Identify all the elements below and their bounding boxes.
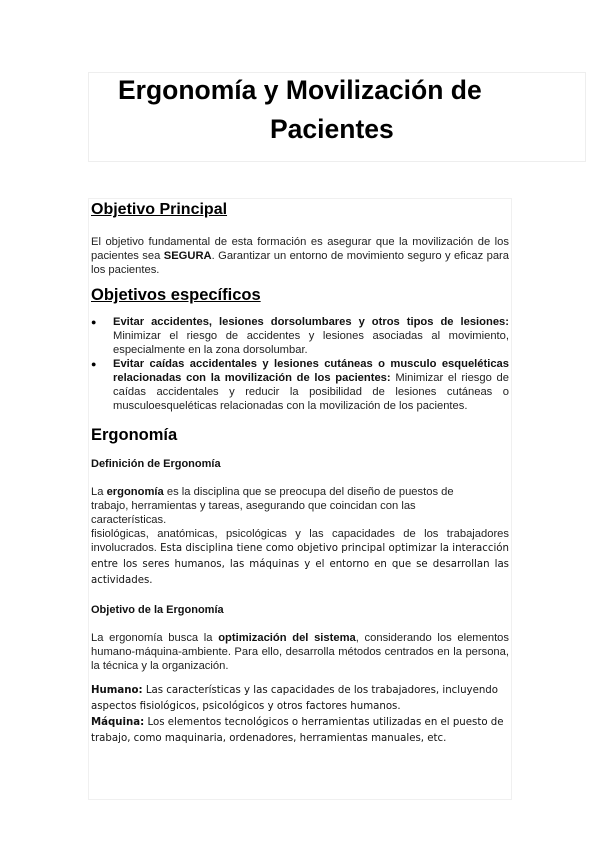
definicion-paragraph-2: [91, 527, 509, 589]
document-title-line1: Ergonomía y Movilización de: [118, 75, 482, 105]
bold-text: ergonomía: [106, 486, 164, 498]
ergonomia-heading: Ergonomía: [91, 426, 178, 444]
list-item: [91, 357, 509, 413]
item-title: Evitar accidentes, lesiones dorsolumbares y otros tipos de lesiones:: [113, 316, 509, 328]
text: , considerando los elementos humano-máquina-ambiente. Para ello, desarrolla métodos centrados en la persona, la técnica y la organización.: [91, 632, 509, 672]
text: La: [91, 486, 107, 498]
text: es la disciplina que se preocupa del diseño de puestos de trabajo, herramientas y tareas, asegurando que coincidan con las características.: [91, 486, 454, 526]
bold-text: SEGURA: [163, 250, 212, 262]
objetivos-list: [91, 315, 509, 413]
definicion-heading: Definición de Ergonomía: [91, 458, 221, 470]
maquina-paragraph: [91, 715, 509, 747]
item-title: Evitar caídas accidentales y lesiones cutáneas o musculo esqueléticas relacionadas con la movilización de los pacientes:: [113, 358, 509, 384]
text: La ergonomía busca la: [91, 632, 219, 644]
objetivos-especificos-heading: Objetivos específicos: [91, 286, 261, 304]
item-text: Minimizar el riesgo de accidentes y lesiones asociadas al movimiento, especialmente en la zona dorsolumbar.: [113, 330, 509, 356]
bold-text: optimización del sistema: [218, 632, 356, 644]
text: Las características y las capacidades de los trabajadores, incluyendo aspectos fisiológicos, psicológicos y otros factores humanos.: [91, 685, 498, 712]
text: Los elementos tecnológicos o herramientas utilizadas en el puesto de trabajo, como maquinaria, ordenadores, herramientas manuales, etc.: [91, 717, 504, 744]
text: fisiológicas, anatómicas, psicológicas y las capacidades de los trabajadores involucrados.: [91, 528, 509, 554]
bold-text: Máquina:: [91, 717, 145, 728]
objetivo-principal-heading: Objetivo Principal: [91, 201, 228, 218]
text: El objetivo fundamental de esta formación es asegurar que la movilización de los pacientes sea: [91, 236, 509, 262]
humano-paragraph: [91, 683, 509, 715]
bold-text: Humano:: [91, 685, 143, 696]
list-item: [91, 315, 509, 357]
objetivo-principal-paragraph: [91, 235, 509, 277]
definicion-paragraph: [91, 485, 491, 527]
item-text: Minimizar el riesgo de caídas accidentales y reducir la posibilidad de lesiones cutáneas o musculoesqueléticas relacionadas con la movilización de los pacientes.: [113, 372, 509, 412]
text: Esta disciplina tiene como objetivo principal optimizar la interacción entre los seres humanos, las máquinas y el entorno en que se desarrollan las actividades.: [91, 543, 509, 586]
document-title-line2: Pacientes: [270, 114, 394, 144]
objetivo-ergonomia-heading: Objetivo de la Ergonomía: [91, 604, 224, 616]
text: . Garantizar un entorno de movimiento seguro y eficaz para los pacientes.: [91, 250, 509, 276]
objetivo-ergonomia-paragraph: [91, 631, 509, 673]
document-body: [91, 200, 509, 747]
